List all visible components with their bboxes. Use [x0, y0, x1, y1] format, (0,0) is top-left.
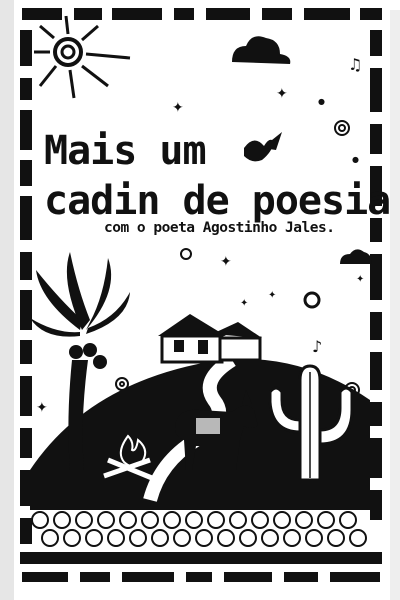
small-cloud-icon: [340, 249, 372, 264]
sun-icon: [34, 16, 130, 98]
pebble-pattern: [32, 512, 366, 546]
bird-icon: [244, 132, 282, 161]
book-spine-shadow: [0, 0, 14, 600]
svg-text:✦: ✦: [220, 254, 232, 270]
svg-text:●: ●: [318, 97, 325, 106]
svg-text:✦: ✦: [172, 100, 184, 116]
music-note-icon: ♫: [348, 55, 363, 74]
book-page-edge: [390, 10, 400, 600]
cover-subtitle: com o poeta Agostinho Jales.: [104, 220, 335, 236]
music-note-icon: ♪: [312, 337, 323, 356]
cover-title-line2: cadin de poesia: [44, 178, 391, 224]
svg-text:✦: ✦: [268, 290, 277, 301]
svg-text:✦: ✦: [356, 274, 365, 285]
bottom-dashes: [22, 572, 380, 582]
cloud-icon: [232, 36, 290, 64]
cover-title-line1: Mais um: [44, 128, 206, 174]
bottom-band: [20, 552, 382, 564]
svg-text:✦: ✦: [36, 400, 48, 416]
svg-text:●: ●: [352, 155, 359, 164]
house-icon: [158, 314, 262, 362]
svg-text:✦: ✦: [240, 298, 249, 309]
svg-text:✦: ✦: [276, 86, 288, 102]
